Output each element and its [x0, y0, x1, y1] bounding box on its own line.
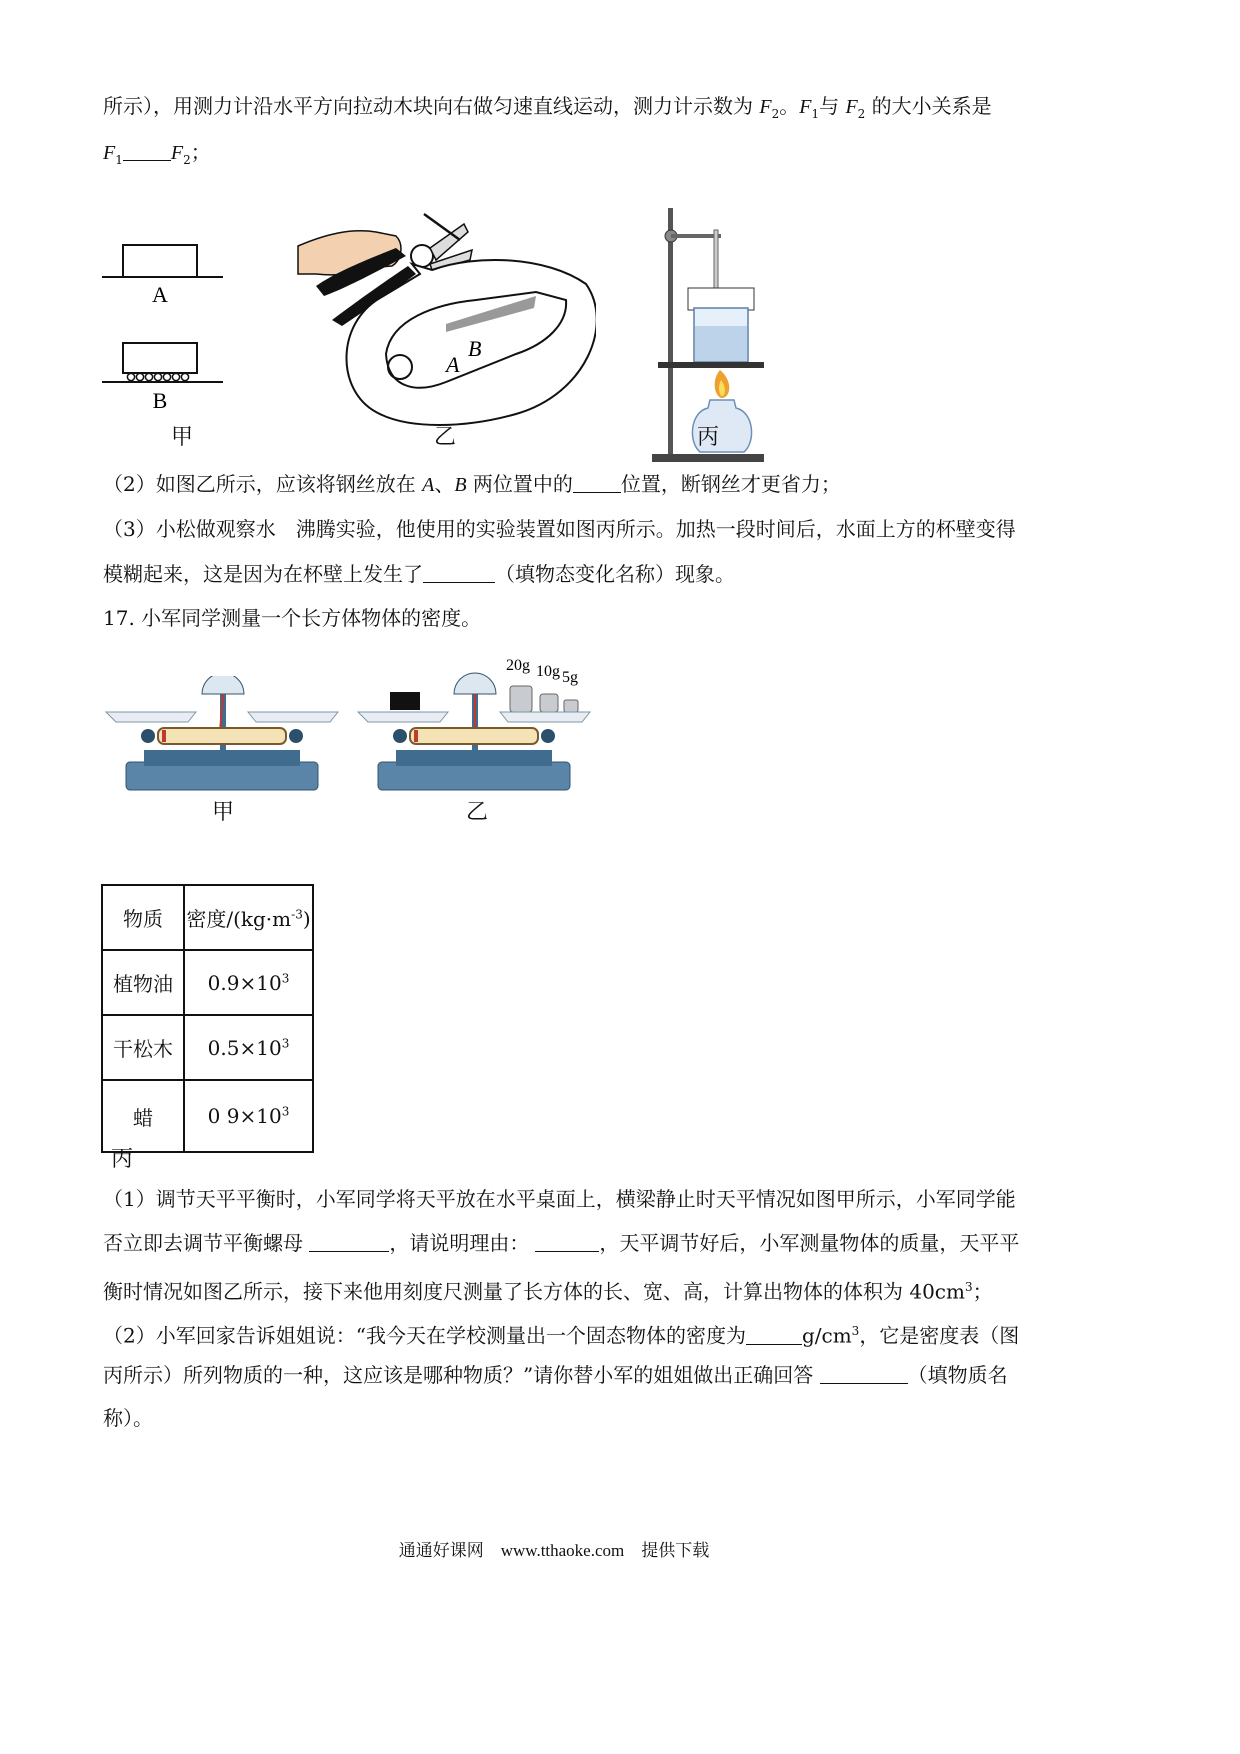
- q17-part2-line2: 丙所示）所列物质的一种，这应该是哪种物质？”请你替小军的姐姐做出正确回答 （填物质名: [103, 1363, 1008, 1387]
- left-pan: [358, 712, 448, 722]
- table-cell-density: $0.9\times 10^3$: [184, 950, 313, 1015]
- q17-part1-line3: 衡时情况如图乙所示，接下来他用刻度尺测量了长方体的长、宽、高，计算出物体的体积为 $40cm^3$；: [103, 1279, 993, 1304]
- caption-balance-jia: 甲: [212, 800, 235, 825]
- wire-gauze: [668, 362, 764, 368]
- balance-scale-dial: [454, 673, 496, 694]
- q17-part2-line1: （2）小军回家告诉姐姐说：“我今天在学校测量出一个固态物体的密度为 $g/cm^3$，它是密度表（图: [103, 1323, 1020, 1348]
- table-row: [102, 950, 313, 1015]
- label-pliers-a: A: [446, 352, 460, 377]
- weight-20g: [510, 686, 532, 712]
- table-cell-density: $0.5\times 10^3$: [184, 1015, 313, 1080]
- var-F: F: [759, 96, 772, 118]
- table-cell-substance: 干松木: [102, 1015, 184, 1080]
- table-cell-substance: 植物油: [102, 950, 184, 1015]
- rollers: [127, 373, 188, 380]
- table-cell-density: 0 $9\times 10^3$: [184, 1080, 313, 1152]
- water: [695, 326, 747, 361]
- answer-blank[interactable]: [309, 1231, 389, 1252]
- answer-blank[interactable]: [535, 1231, 599, 1252]
- label-pliers-b: B: [468, 336, 482, 361]
- table-row: [102, 1015, 313, 1080]
- q16-part2: （2）如图乙所示，应该将钢丝放在 A、B 两位置中的 位置，断钢丝才更省力；: [103, 472, 841, 496]
- thermometer: [714, 230, 718, 288]
- rider: [414, 730, 418, 742]
- table-header-row: [102, 885, 313, 950]
- balance-pedestal: [396, 750, 552, 766]
- q16-line1: 所示），用测力计沿水平方向拉动木块向右做匀速直线运动，测力计示数为 $F_2$。$F_1$与 $F_2$ 的大小关系是: [103, 94, 992, 121]
- rider: [162, 730, 166, 742]
- density-table: [101, 884, 314, 1153]
- balance-nut-left: [393, 729, 407, 743]
- page-footer: 通通好课网 www.tthaoke.com 提供下载: [398, 1541, 710, 1560]
- figure-jia-blocks: [96, 236, 236, 416]
- balance-nut-right: [541, 729, 555, 743]
- table-row: [102, 1080, 313, 1152]
- block-a: [123, 245, 197, 277]
- table-cell-substance: 蜡: [102, 1080, 184, 1152]
- table-header-cell: 密度$/(kg\cdot m^{-3})$: [184, 885, 313, 950]
- caption-bing: 丙: [697, 425, 720, 450]
- q17-part2-line3: 称）。: [103, 1406, 153, 1430]
- label-block-a: A: [152, 282, 168, 307]
- stand-base: [652, 454, 764, 462]
- balance-jia: [104, 676, 340, 796]
- wire: [424, 214, 460, 240]
- q16-line2: $F_1$ $F_2$；: [103, 140, 211, 167]
- balance-yi: [356, 646, 596, 796]
- ring-clamp: [658, 362, 668, 368]
- balance-nut-right: [289, 729, 303, 743]
- caption-yi: 乙: [434, 425, 457, 450]
- answer-blank[interactable]: [746, 1324, 802, 1345]
- weight-5g: [564, 700, 578, 712]
- caption-jia: 甲: [171, 425, 194, 450]
- q16-part3-line2: 模糊起来，这是因为在杯壁上发生了 （填物态变化名称）现象。: [103, 562, 735, 586]
- right-pan: [248, 712, 338, 722]
- q17-part1-line1: （1）调节天平平衡时，小军同学将天平放在水平桌面上，横梁静止时天平情况如图甲所示，小军同学能: [103, 1187, 1016, 1211]
- answer-blank[interactable]: [423, 562, 495, 583]
- q17-part1-line2: 否立即去调节平衡螺母 ，请说明理由： ，天平调节好后，小军测量物体的质量，天平平: [103, 1231, 1020, 1255]
- table-header-cell: 物质: [102, 885, 184, 950]
- weight-10g: [540, 694, 558, 712]
- object-block: [390, 692, 420, 710]
- label-block-b: B: [152, 388, 168, 413]
- answer-blank[interactable]: [123, 140, 171, 161]
- balance-base: [126, 762, 318, 790]
- weight-label-5g: 5g: [562, 669, 578, 686]
- weight-label-20g: 20g: [506, 657, 530, 674]
- block-b: [123, 343, 197, 373]
- balance-nut-left: [141, 729, 155, 743]
- balance-pedestal: [144, 750, 300, 766]
- table-caption: 丙: [111, 1147, 134, 1172]
- q17-stem: 17. 小军同学测量一个长方体物体的密度。: [103, 606, 482, 630]
- left-pan: [106, 712, 196, 722]
- right-pan: [500, 712, 590, 722]
- balance-scale-dial: [202, 676, 244, 694]
- answer-blank[interactable]: [820, 1363, 908, 1384]
- stand-rod: [668, 208, 673, 458]
- weight-label-10g: 10g: [536, 663, 560, 680]
- cardboard-lid: [688, 288, 754, 310]
- answer-blank[interactable]: [573, 472, 621, 493]
- caption-balance-yi: 乙: [466, 800, 489, 825]
- balance-beam-scale: [158, 728, 286, 744]
- balance-beam-scale: [410, 728, 538, 744]
- q16-part3-line1: （3）小松做观察水 沸腾实验，他使用的实验装置如图丙所示。加热一段时间后，水面上方的杯壁变得: [103, 517, 1016, 541]
- balance-base: [378, 762, 570, 790]
